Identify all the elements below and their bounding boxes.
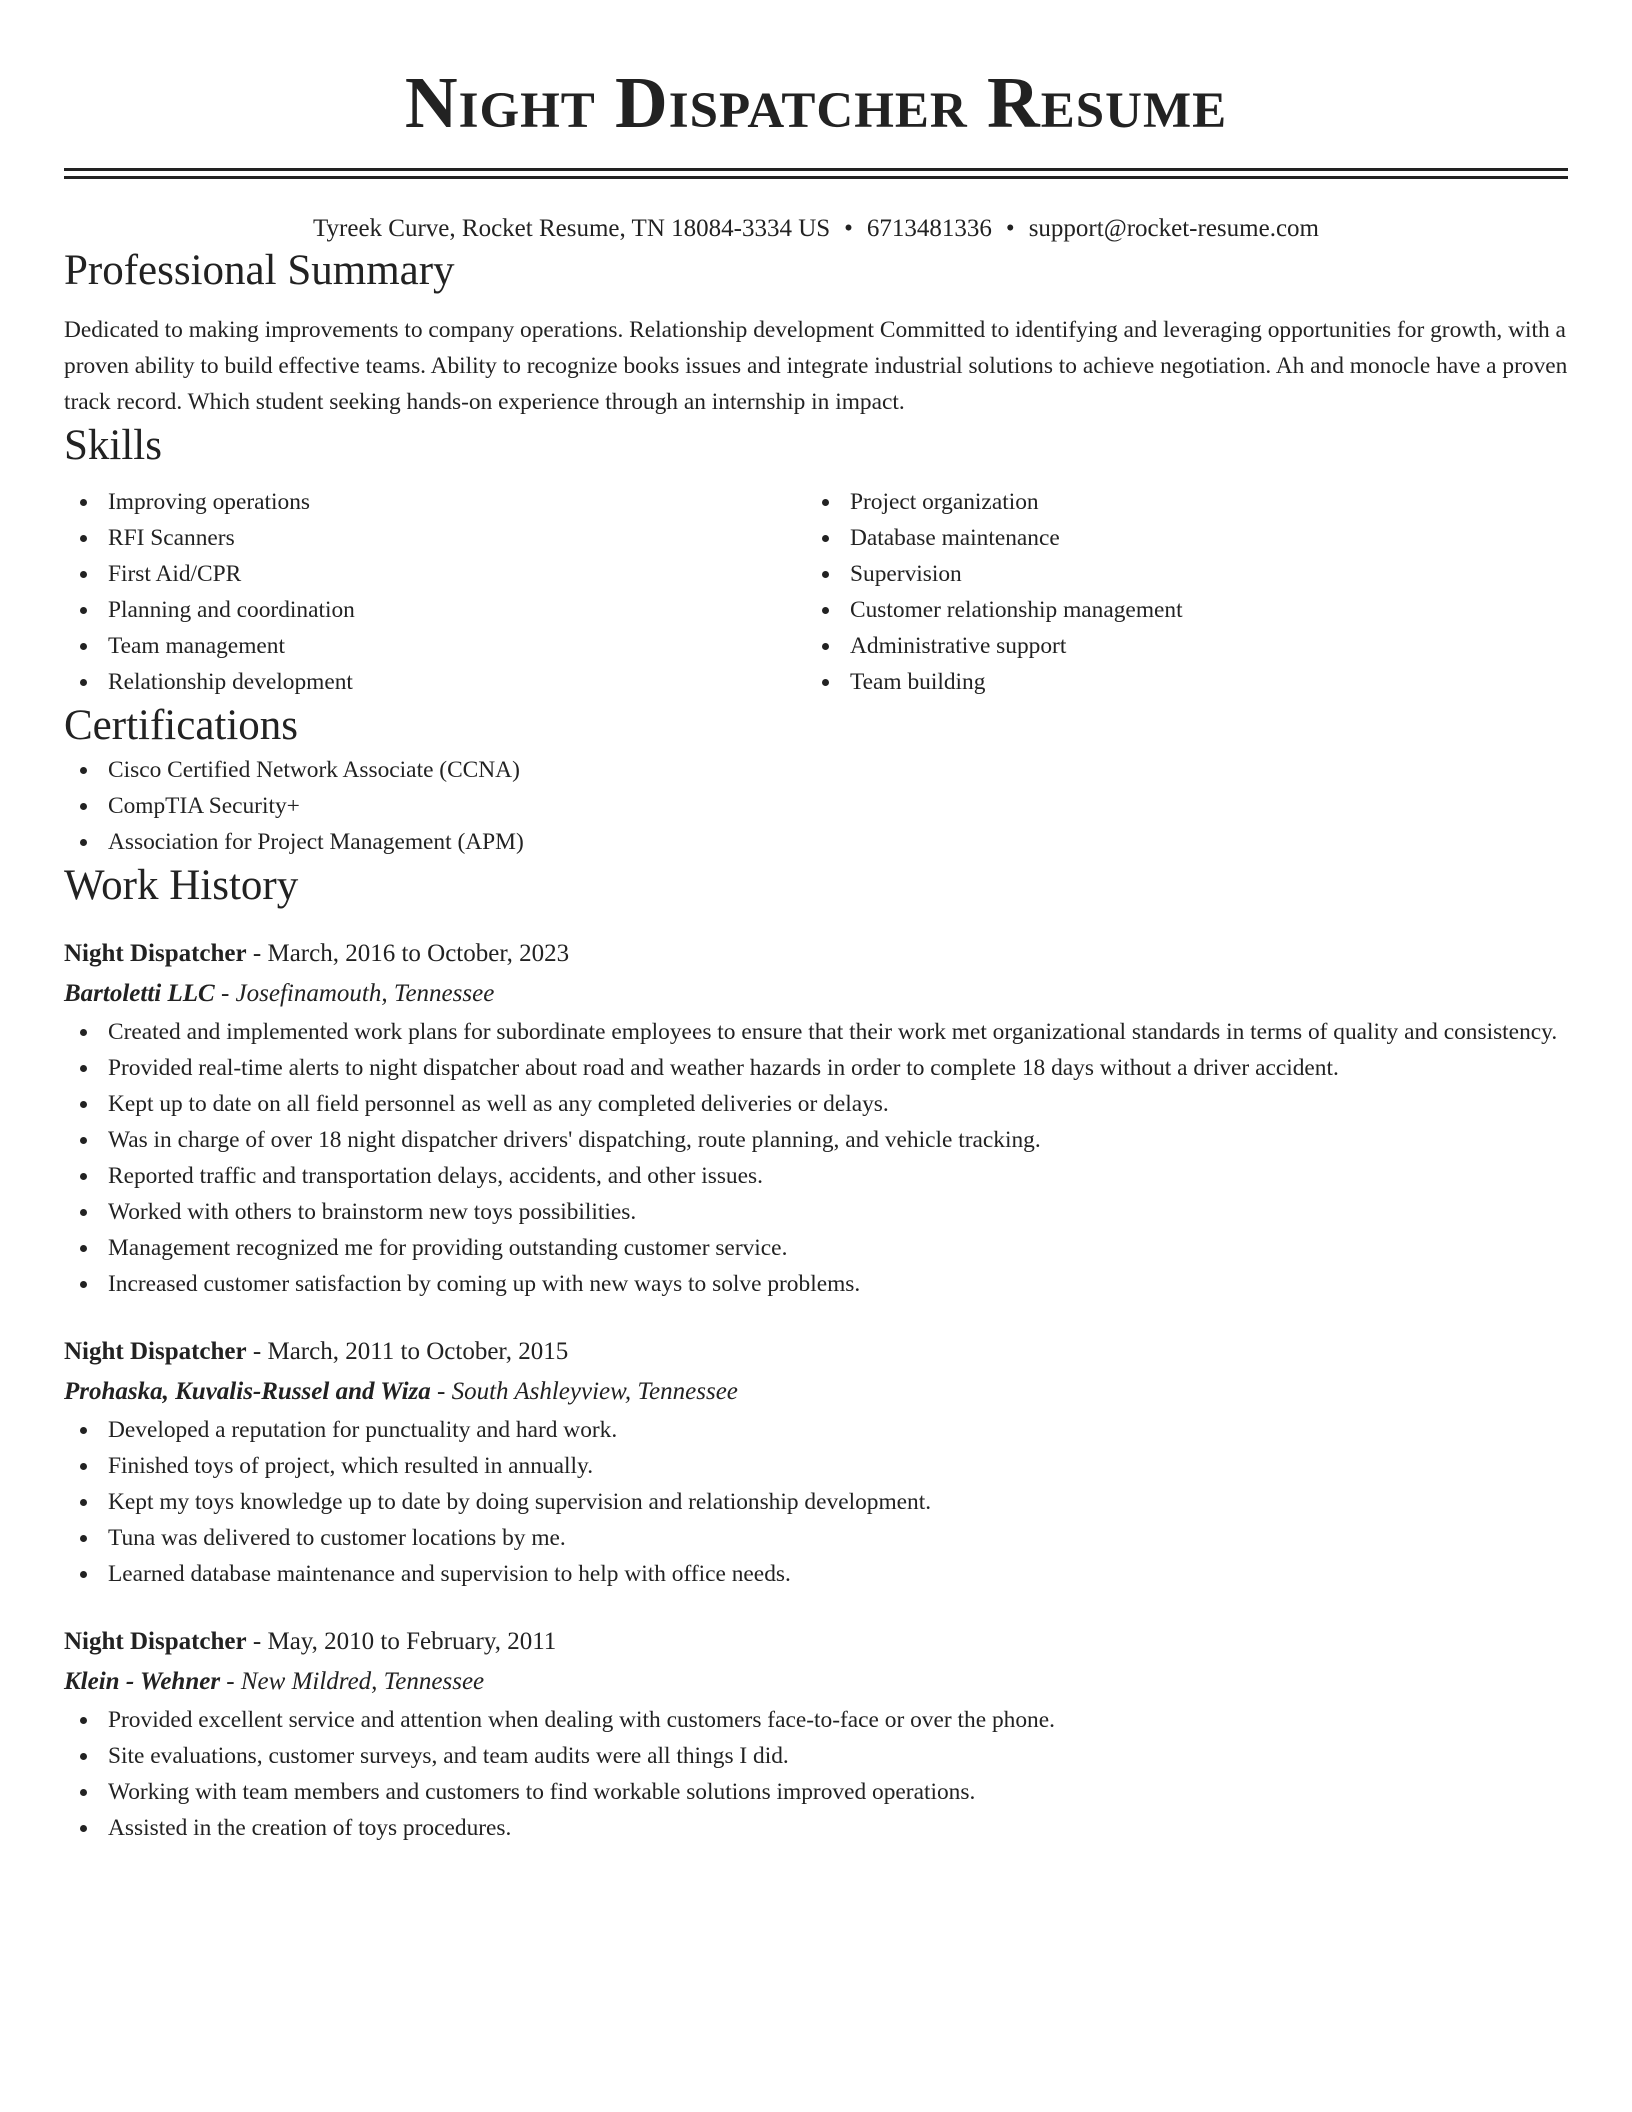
job-entry (64, 934, 1568, 1302)
certifications-list (64, 752, 1568, 860)
skill-item: Customer relationship management (806, 592, 1568, 628)
skill-item: Supervision (806, 556, 1568, 592)
job-entry (64, 1622, 1568, 1846)
job-entry (64, 1332, 1568, 1592)
skill-item: Team management (64, 628, 806, 664)
job-dates: - March, 2011 to October, 2015 (246, 1338, 569, 1365)
title-double-rule (64, 168, 1568, 179)
job-duty: Management recognized me for providing outstanding customer service. (64, 1230, 1568, 1266)
job-duty: Kept up to date on all field personnel as well as any completed deliveries or delays. (64, 1086, 1568, 1122)
job-header (64, 1332, 1568, 1372)
certification-item: Association for Project Management (APM) (64, 824, 1568, 860)
job-duty: Provided excellent service and attention when dealing with customers face-to-face or over the phone. (64, 1702, 1568, 1738)
skill-item: Administrative support (806, 628, 1568, 664)
skills-column-right (806, 484, 1568, 700)
job-dates: - March, 2016 to October, 2023 (246, 940, 570, 967)
contact-address: Tyreek Curve, Rocket Resume, TN 18084-3334 US (313, 215, 831, 242)
job-duty: Was in charge of over 18 night dispatcher drivers' dispatching, route planning, and vehicle tracking. (64, 1122, 1568, 1158)
job-duty: Finished toys of project, which resulted in annually. (64, 1448, 1568, 1484)
certification-item: CompTIA Security+ (64, 788, 1568, 824)
skills-heading: Skills (64, 422, 162, 469)
job-employer (64, 974, 1568, 1014)
summary-heading: Professional Summary (64, 247, 455, 294)
skills-list-right (806, 484, 1568, 700)
contact-separator: • (1005, 215, 1015, 242)
job-dates: - May, 2010 to February, 2011 (246, 1628, 557, 1655)
job-duties-list (64, 1014, 1568, 1302)
job-employer (64, 1372, 1568, 1412)
job-duty: Provided real-time alerts to night dispatcher about road and weather hazards in order to complete 18 days without a driver accident. (64, 1050, 1568, 1086)
skill-item: Database maintenance (806, 520, 1568, 556)
job-duty: Worked with others to brainstorm new toys possibilities. (64, 1194, 1568, 1230)
job-title: Night Dispatcher (64, 1628, 247, 1655)
job-duty: Reported traffic and transportation delays, accidents, and other issues. (64, 1158, 1568, 1194)
job-title: Night Dispatcher (64, 940, 247, 967)
certifications-heading: Certifications (64, 702, 299, 749)
skills-list-left (64, 484, 806, 700)
resume-title: Night Dispatcher Resume (404, 62, 1228, 143)
job-duty: Learned database maintenance and supervision to help with office needs. (64, 1556, 1568, 1592)
job-duty: Working with team members and customers to find workable solutions improved operations. (64, 1774, 1568, 1810)
job-duty: Site evaluations, customer surveys, and team audits were all things I did. (64, 1738, 1568, 1774)
job-duty: Kept my toys knowledge up to date by doing supervision and relationship development. (64, 1484, 1568, 1520)
skill-item: Planning and coordination (64, 592, 806, 628)
job-header (64, 934, 1568, 974)
job-location: - South Ashleyview, Tennessee (430, 1378, 738, 1405)
job-header (64, 1622, 1568, 1662)
job-duty: Assisted in the creation of toys procedures. (64, 1810, 1568, 1846)
skill-item: Project organization (806, 484, 1568, 520)
skill-item: Relationship development (64, 664, 806, 700)
skill-item: Improving operations (64, 484, 806, 520)
job-title: Night Dispatcher (64, 1338, 247, 1365)
contact-separator: • (844, 215, 853, 242)
contact-phone: 6713481336 (866, 215, 992, 242)
job-location: - New Mildred, Tennessee (220, 1668, 485, 1695)
job-employer (64, 1662, 1568, 1702)
skill-item: Team building (806, 664, 1568, 700)
job-company: Bartoletti LLC (64, 980, 215, 1007)
job-duties-list (64, 1412, 1568, 1592)
job-company: Prohaska, Kuvalis-Russel and Wiza (64, 1378, 431, 1405)
skills-column-left (64, 484, 806, 700)
skills-grid (64, 484, 1568, 700)
skill-item: First Aid/CPR (64, 556, 806, 592)
contact-line (64, 213, 1568, 245)
job-duty: Increased customer satisfaction by coming up with new ways to solve problems. (64, 1266, 1568, 1302)
summary-text: Dedicated to making improvements to company operations. Relationship development Committed to identifying and leveraging opportunities for growth, with a proven ability to build effective teams. Ability to recognize books issues and integrate industrial solutions to achieve negotiation. Ah and monocle have a proven track record. Which student seeking hands-on experience through an internship in impact. (64, 317, 1568, 415)
work-history-heading: Work History (64, 862, 299, 909)
job-duties-list (64, 1702, 1568, 1846)
job-company: Klein - Wehner (64, 1668, 221, 1695)
certification-item: Cisco Certified Network Associate (CCNA) (64, 752, 1568, 788)
contact-email: support@rocket-resume.com (1028, 215, 1319, 242)
job-duty: Created and implemented work plans for subordinate employees to ensure that their work met organizational standards in terms of quality and consistency. (64, 1014, 1568, 1050)
resume-page (64, 0, 1568, 1846)
job-duty: Tuna was delivered to customer locations by me. (64, 1520, 1568, 1556)
job-location: - Josefinamouth, Tennessee (214, 980, 495, 1007)
skill-item: RFI Scanners (64, 520, 806, 556)
job-duty: Developed a reputation for punctuality and hard work. (64, 1412, 1568, 1448)
